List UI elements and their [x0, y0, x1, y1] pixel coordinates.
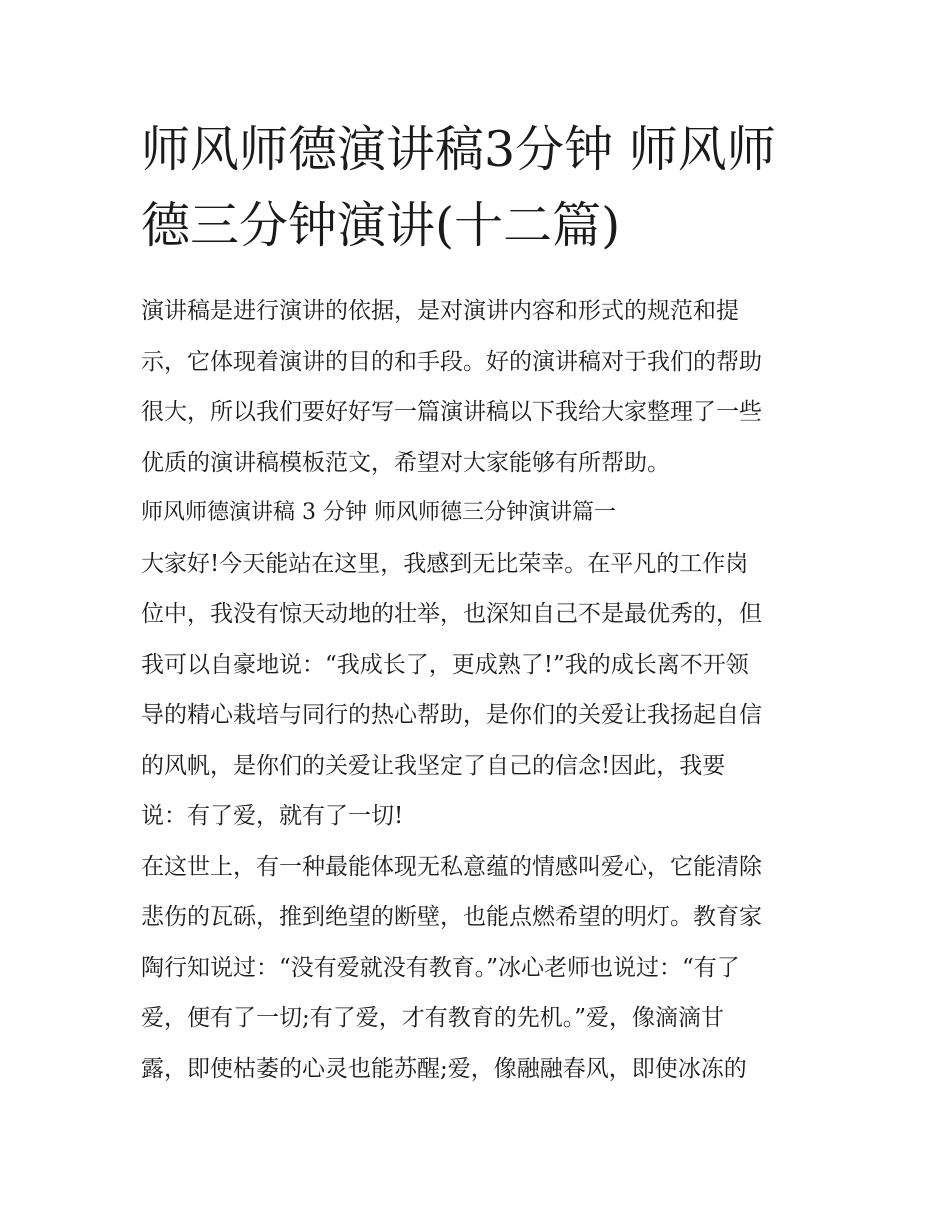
paragraph-line: 的风帆，是你们的关爱让我坚定了自己的信念!因此，我要 — [141, 752, 726, 779]
paragraph-line: 露，即使枯萎的心灵也能苏醒;爱，像融融春风，即使冰冻的 — [141, 1055, 747, 1082]
body-paragraph-2 — [141, 842, 813, 1095]
document-title — [141, 112, 813, 264]
paragraph-line: 陶行知说过：“没有爱就没有教育。”冰心老师也说过：“有了 — [141, 954, 740, 981]
intro-line: 演讲稿是进行演讲的依据，是对演讲内容和形式的规范和提 — [141, 298, 739, 324]
body-paragraph-1 — [141, 539, 813, 842]
title-line: 德三分钟演讲(十二篇) — [141, 197, 621, 254]
paragraph-line: 在这世上，有一种最能体现无私意蕴的情感叫爱心，它能清除 — [141, 853, 762, 880]
paragraph-line: 爱，便有了一切;有了爱，才有教育的先机。”爱，像滴滴甘 — [141, 1005, 725, 1031]
paragraph-line: 大家好!今天能站在这里，我感到无比荣幸。在平凡的工作岗 — [141, 550, 749, 577]
section-heading: 师风师德演讲稿 3 分钟 师风师德三分钟演讲篇一 — [141, 500, 616, 525]
intro-line: 很大，所以我们要好好写一篇演讲稿以下我给大家整理了一些 — [141, 399, 762, 425]
paragraph-line: 说：有了爱，就有了一切! — [141, 803, 404, 829]
paragraph-line: 我可以自豪地说：“我成长了，更成熟了!”我的成长离不开领 — [141, 651, 749, 678]
title-line: 师风师德演讲稿3分钟 师风师 — [141, 121, 776, 178]
intro-line: 示，它体现着演讲的目的和手段。好的演讲稿对于我们的帮助 — [141, 348, 762, 375]
intro-paragraph — [141, 286, 813, 488]
intro-line: 优质的演讲稿模板范文，希望对大家能够有所帮助。 — [141, 449, 670, 476]
paragraph-line: 位中，我没有惊天动地的壮举，也深知自己不是最优秀的，但 — [141, 601, 762, 627]
paragraph-line: 悲伤的瓦砾，推到绝望的断壁，也能点燃希望的明灯。教育家 — [141, 904, 762, 930]
paragraph-line: 导的精心栽培与同行的热心帮助，是你们的关爱让我扬起自信 — [141, 702, 762, 728]
document-content — [141, 112, 813, 1094]
